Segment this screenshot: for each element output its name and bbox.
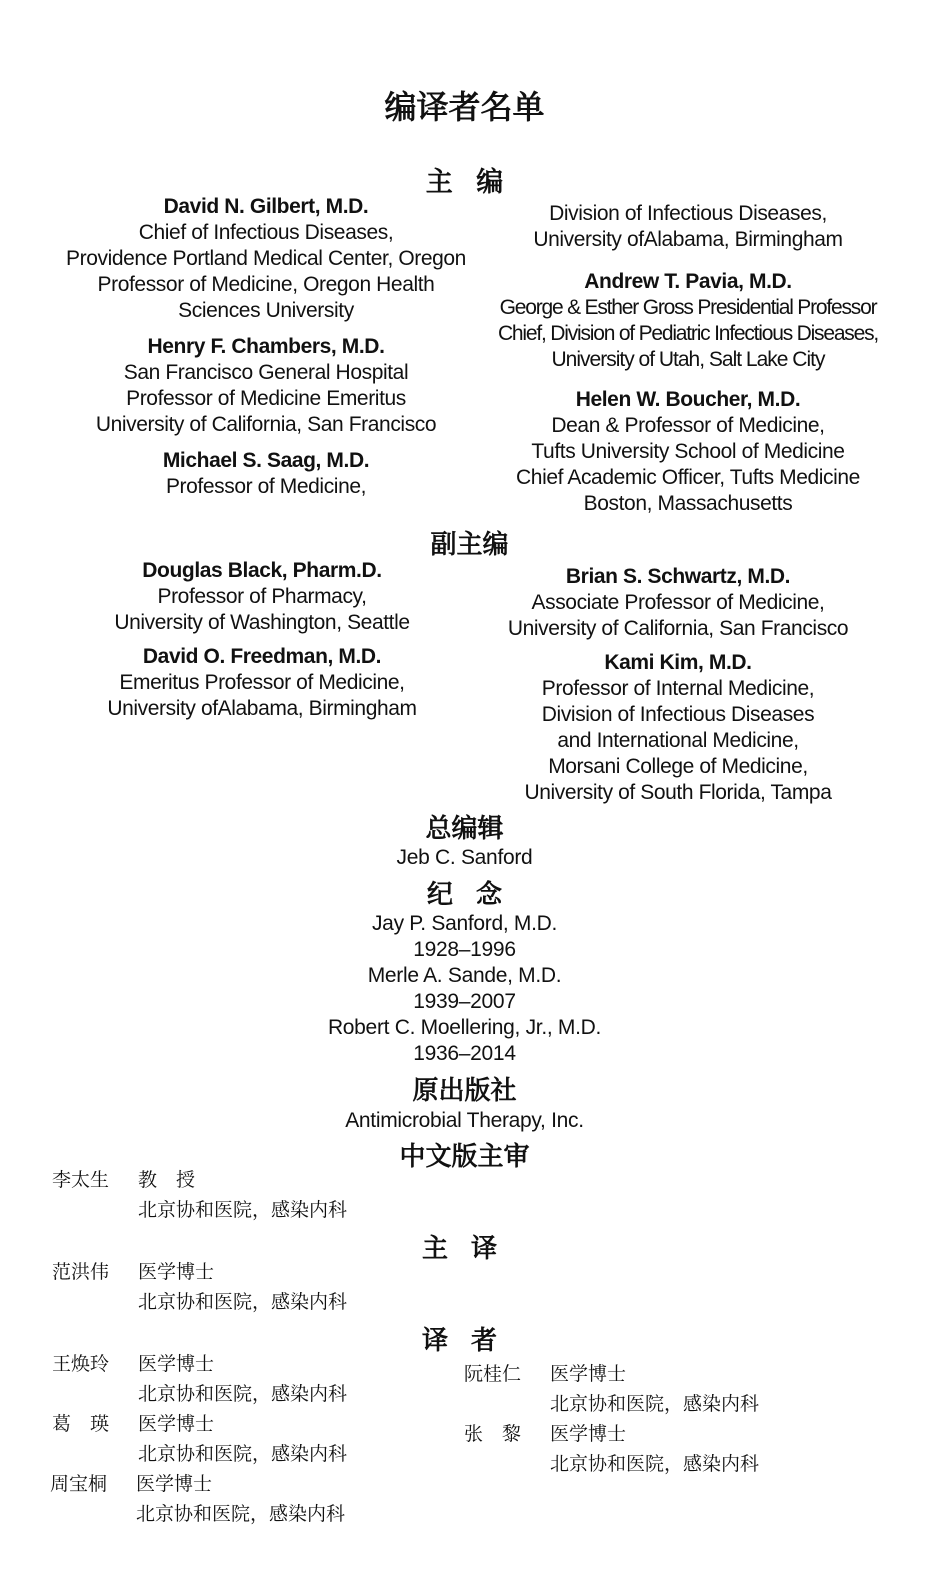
translators-heading: 译 者: [421, 1326, 498, 1356]
editor-entry: [40, 448, 492, 500]
editor-affiliation-line: University of Utah, Salt Lake City: [551, 348, 825, 371]
editor-name: Brian S. Schwartz, M.D.: [565, 565, 791, 588]
editor-name: Kami Kim, M.D.: [604, 651, 752, 674]
translator-affiliation: 北京协和医院，感染内科: [138, 1291, 348, 1313]
editor-affiliation-line: Professor of Medicine, Oregon Health: [97, 273, 435, 296]
editor-affiliation-line: George & Esther Gross Presidential Professor: [499, 296, 877, 319]
translator-entry: [52, 1350, 412, 1410]
chinese-reviewer-heading: 中文版主审: [399, 1142, 530, 1172]
publisher-heading: 原出版社: [412, 1076, 517, 1106]
editor-entry: [52, 644, 472, 722]
translator-title: 医学博士: [138, 1413, 215, 1435]
translator-affiliation: 北京协和医院，感染内科: [138, 1383, 348, 1405]
translator-name: 王焕玲: [52, 1353, 110, 1375]
translator-affiliation: 北京协和医院，感染内科: [138, 1443, 348, 1465]
editor-affiliation-line: Chief, Division of Pediatric Infectious Diseases,: [497, 322, 879, 345]
translator-name: 范洪伟: [52, 1261, 110, 1283]
general-editor-heading: 总编辑: [425, 814, 504, 844]
translator-name: 葛 瑛: [52, 1413, 110, 1435]
editor-name: David O. Freedman, M.D.: [142, 645, 382, 668]
chinese-reviewer-entry: [52, 1166, 412, 1226]
editor-affiliation-line: Chief Academic Officer, Tufts Medicine: [516, 466, 860, 489]
editor-affiliation-line: Emeritus Professor of Medicine,: [119, 671, 405, 694]
memorial-years: 1928–1996: [413, 938, 516, 961]
translator-affiliation: 北京协和医院，感染内科: [550, 1453, 760, 1475]
editor-affiliation-line: Dean & Professor of Medicine,: [551, 414, 825, 437]
editor-entry: [472, 564, 884, 642]
editor-affiliation-line: University ofAlabama, Birmingham: [107, 697, 417, 720]
memorial-heading: 纪 念: [426, 880, 503, 910]
chief-editors-right-column: [472, 201, 904, 517]
translator-title: 医学博士: [138, 1261, 215, 1283]
editor-entry: [472, 387, 904, 517]
translator-entry: [50, 1470, 410, 1530]
editor-name: Michael S. Saag, M.D.: [162, 449, 370, 472]
editor-affiliation-line: Sciences University: [178, 299, 354, 322]
translator-affiliation: 北京协和医院，感染内科: [550, 1393, 760, 1415]
editor-affiliation-line: Division of Infectious Diseases,: [549, 202, 827, 225]
editor-entry-continued: [472, 201, 904, 253]
editor-affiliation-line: Boston, Massachusetts: [583, 492, 793, 515]
associate-editors-heading: 副主编: [430, 530, 509, 560]
editor-affiliation-line: Professor of Internal Medicine,: [541, 677, 815, 700]
memorial-years: 1939–2007: [413, 990, 516, 1013]
editor-affiliation-line: Associate Professor of Medicine,: [531, 591, 825, 614]
memorial-name: Robert C. Moellering, Jr., M.D.: [327, 1016, 602, 1039]
general-editor-name: Jeb C. Sanford: [396, 846, 533, 869]
editor-entry: [40, 194, 492, 324]
memorial-name: Merle A. Sande, M.D.: [367, 964, 562, 987]
translator-name: 阮桂仁: [464, 1363, 522, 1385]
editor-affiliation-line: University ofAlabama, Birmingham: [533, 228, 843, 251]
chief-editors-left-column: [40, 194, 492, 500]
editor-affiliation-line: University of California, San Francisco: [95, 413, 437, 436]
publisher-name: Antimicrobial Therapy, Inc.: [345, 1109, 584, 1132]
editor-name: David N. Gilbert, M.D.: [163, 195, 369, 218]
editor-affiliation-line: and International Medicine,: [557, 729, 799, 752]
editor-affiliation-line: Division of Infectious Diseases: [541, 703, 815, 726]
editor-affiliation-line: Professor of Medicine,: [165, 475, 367, 498]
memorial-years: 1936–2014: [413, 1042, 516, 1065]
editor-affiliation-line: Professor of Medicine Emeritus: [126, 387, 406, 410]
editor-affiliation-line: Tufts University School of Medicine: [531, 440, 845, 463]
associate-editors-right-column: [472, 564, 884, 806]
translator-title: 医学博士: [550, 1423, 627, 1445]
translator-entry: [464, 1360, 824, 1420]
editor-affiliation-line: Morsani College of Medicine,: [548, 755, 808, 778]
translator-entry: [464, 1420, 824, 1480]
translator-name: 张 黎: [464, 1423, 522, 1445]
editor-entry: [472, 269, 904, 373]
translator-affiliation: 北京协和医院，感染内科: [136, 1503, 346, 1525]
chief-translator-entry: [52, 1258, 412, 1318]
translator-title: 医学博士: [138, 1353, 215, 1375]
translator-title: 医学博士: [136, 1473, 213, 1495]
editor-affiliation-line: Professor of Pharmacy,: [157, 585, 367, 608]
chief-editors-heading: 主 编: [425, 167, 504, 198]
associate-editors-left-column: [52, 558, 472, 722]
editor-entry: [40, 334, 492, 438]
translator-name: 李太生: [52, 1169, 110, 1191]
editor-affiliation-line: University of South Florida, Tampa: [524, 781, 832, 804]
editor-entry: [52, 558, 472, 636]
editor-name: Henry F. Chambers, M.D.: [147, 335, 385, 358]
translator-entry: [52, 1410, 412, 1470]
editor-affiliation-line: San Francisco General Hospital: [123, 361, 409, 384]
editor-name: Helen W. Boucher, M.D.: [575, 388, 801, 411]
page-title: 编译者名单: [384, 88, 545, 126]
editor-name: Andrew T. Pavia, M.D.: [584, 270, 792, 293]
translator-affiliation: 北京协和医院，感染内科: [138, 1199, 348, 1221]
editor-affiliation-line: University of Washington, Seattle: [114, 611, 410, 634]
editor-name: Douglas Black, Pharm.D.: [142, 559, 382, 582]
editor-affiliation-line: University of California, San Francisco: [507, 617, 849, 640]
chief-translator-heading: 主 译: [421, 1234, 498, 1264]
editor-entry: [472, 650, 884, 806]
editor-affiliation-line: Providence Portland Medical Center, Oregon: [66, 247, 466, 270]
memorial-name: Jay P. Sanford, M.D.: [371, 912, 558, 935]
translator-title: 教 授: [138, 1169, 196, 1191]
translator-name: 周宝桐: [50, 1473, 108, 1495]
editor-affiliation-line: Chief of Infectious Diseases,: [138, 221, 394, 244]
translator-title: 医学博士: [550, 1363, 627, 1385]
